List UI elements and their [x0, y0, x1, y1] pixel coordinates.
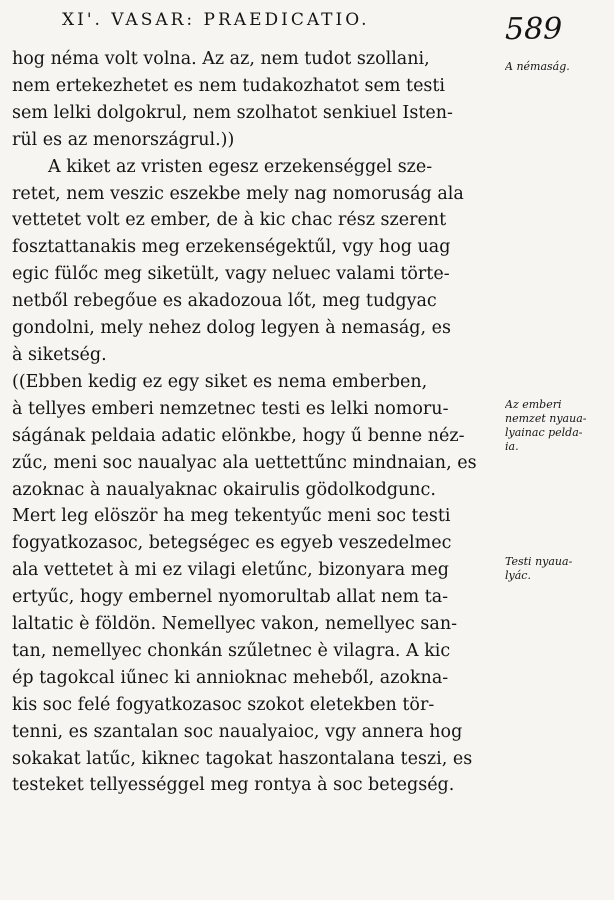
text-line: nem ertekezhetet es nem tudakozhatot sem testi: [12, 75, 446, 96]
text-line: hog néma volt volna. Az az, nem tudot szollani,: [12, 49, 430, 69]
margin-note-line: lyainac pelda-: [505, 426, 583, 439]
text-line: A kiket az vristen egesz erzekenséggel sze-: [48, 156, 433, 177]
margin-note: [505, 398, 609, 454]
margin-note-line: Testi nyaua-: [505, 555, 573, 568]
margin-note-line: nemzet nyaua-: [505, 412, 587, 425]
text-line: tenni, es szantalan soc naualyaioc, vgy annera hog: [12, 721, 463, 742]
text-line: Mert leg elöször ha meg tekentyűc meni soc testi: [12, 506, 451, 527]
margin-note-line: A némaság.: [505, 60, 570, 73]
margin-note: [505, 60, 609, 74]
body-text: [12, 46, 504, 799]
text-line: ((Ebben kedig ez egy siket es nema emberben,: [12, 371, 428, 392]
text-line: rül es az menországrul.)): [12, 129, 235, 150]
text-line: fosztattanakis meg erzekenségektűl, vgy hog uag: [12, 237, 451, 258]
text-line: ságának peldaia adatic elönkbe, hogy ű benne néz-: [12, 425, 465, 446]
text-line: ép tagokcal iűnec ki annioknac meheből, azokna-: [12, 667, 449, 688]
text-line: tan, nemellyec chonkán szűletnec è vilagra. A kic: [12, 640, 451, 661]
text-line: à tellyes emberi nemzetnec testi es lelki nomoru-: [12, 398, 449, 419]
text-line: laltatic è földön. Nemellyec vakon, nemellyec san-: [12, 614, 458, 635]
margin-note-line: ia.: [505, 440, 519, 453]
margin-note-line: lyác.: [505, 569, 531, 582]
text-line: sem lelki dolgokrul, nem szolhatot senkiuel Isten-: [12, 102, 453, 123]
margin-note: [505, 555, 609, 583]
text-line: zűc, meni soc naualyac ala uettettűnc mindnaian, es: [12, 452, 477, 473]
running-title: XI'. VASAR: PRAEDICATIO.: [62, 10, 370, 30]
text-line: fogyatkozasoc, betegségec es egyeb veszedelmec: [12, 533, 452, 554]
text-line: ertyűc, hogy embernel nyomorultab allat nem ta-: [12, 587, 449, 608]
text-line: testeket tellyességgel meg rontya à soc betegség.: [12, 775, 455, 796]
text-line: sokakat latűc, kiknec tagokat haszontalana teszi, es: [12, 748, 473, 769]
text-line: gondolni, mely nehez dolog legyen à nemaság, es: [12, 318, 451, 339]
page-number: 589: [505, 12, 563, 47]
text-line: vettetet volt ez ember, de à kic chac rész szerent: [12, 210, 447, 231]
text-line: ala vettetet à mi ez vilagi eletűnc, bizonyara meg: [12, 560, 449, 581]
text-line: à siketség.: [12, 344, 107, 365]
text-line: kis soc felé fogyatkozasoc szokot eletekben tör-: [12, 694, 435, 715]
text-line: retet, nem veszic eszekbe mely nag nomoruság ala: [12, 183, 464, 204]
margin-note-line: Az emberi: [505, 398, 562, 411]
text-line: egic fülőc meg siketült, vagy neluec valami törte-: [12, 264, 450, 285]
text-line: azoknac à naualyaknac okairulis gödolkodgunc.: [12, 479, 436, 500]
text-line: netből rebegőue es akadozoua lőt, meg tudgyac: [12, 291, 437, 312]
